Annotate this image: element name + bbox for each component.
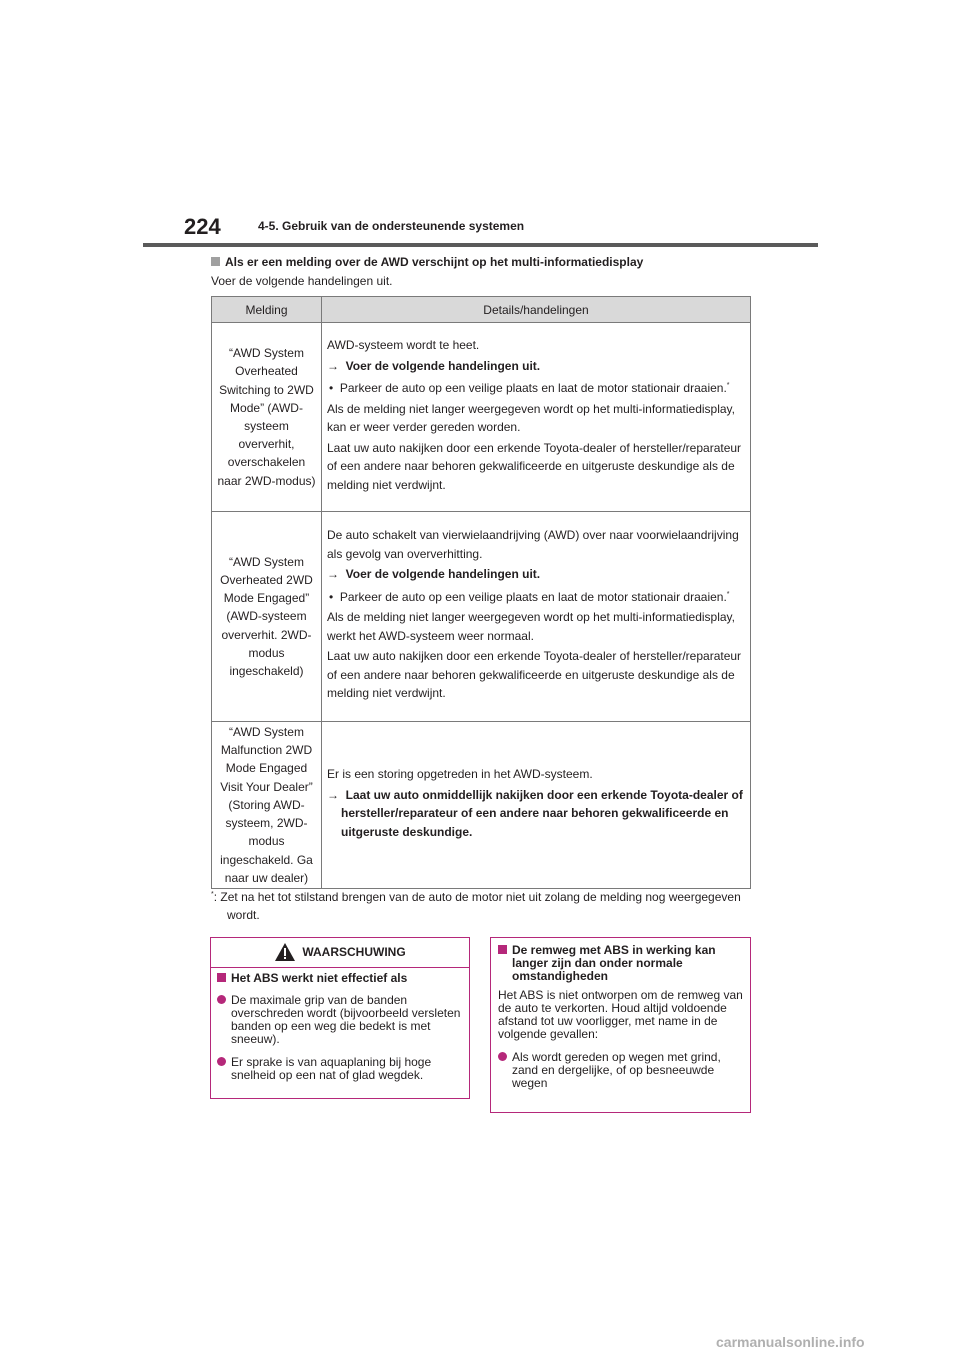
watermark: carmanualsonline.info [716,1334,865,1350]
detail-note: Laat uw auto nakijken door een erkende Toyota-dealer of hersteller/reparateur of een andere naar behoren gekwalificeerde en uitgeruste deskundige als de melding niet verdwijnt. [327,649,742,701]
info-text: Het ABS is niet ontworpen om de remweg van de auto te verkorten. Houd altijd voldoende afstand tot uw voorligger, met name in de volgende gevallen: [498,988,743,1041]
info-heading-text: De remweg met ABS in werking kan langer zijn dan onder normale omstandigheden [512,943,716,983]
col-header-details: Details/handelingen [322,297,751,323]
warning-subheading [217,972,463,985]
action-text: Laat uw auto onmiddellijk nakijken door een erkende Toyota-dealer of hersteller/reparateur of een andere naar behoren gekwalificeerde en uitgeruste deskundige. [341,787,743,839]
detail-note: Als de melding niet langer weergegeven wordt op het multi-informatiedisplay, kan er weer verder gereden worden. [327,401,735,434]
details-cell [322,722,751,889]
warning-item [217,1056,463,1082]
section-heading [211,255,643,269]
footnote-text: : Zet na het tot stilstand brengen van de auto de motor niet uit zolang de melding nog weergegeven wordt. [213,890,741,922]
section-title: 4-5. Gebruik van de ondersteunende systemen [258,219,525,233]
details-cell [322,512,751,722]
bullet-item [327,377,745,398]
footnote-marker: * [726,382,730,389]
message-cell: “AWD System Overheated 2WD Mode Engaged” (AWD-systeem oververhit. 2WD-modus ingeschakeld) [212,512,322,722]
warning-header [211,938,469,968]
action-line [327,357,745,376]
col-header-message: Melding [212,297,322,323]
table-row [212,512,751,722]
round-bullet-icon [217,995,226,1004]
footnote-marker: * [726,590,730,598]
info-box [490,937,751,1113]
warning-title: WAARSCHUWING [302,945,406,959]
intro-text: Voer de volgende handelingen uit. [211,274,393,288]
square-bullet-icon [211,257,220,266]
heading-text: Als er een melding over de AWD verschijnt op het multi-informatiedisplay [225,255,644,269]
warning-triangle-icon [274,942,296,962]
action-text: Voer de volgende handelingen uit. [345,567,541,582]
page-number: 224 [184,214,221,239]
message-table [211,296,751,889]
info-item [498,1051,743,1090]
action-text: Voer de volgende handelingen uit. [345,358,541,373]
info-heading [498,944,743,983]
round-bullet-icon [498,1052,507,1061]
round-bullet-icon [217,1057,226,1066]
bullet-dot-icon: • [329,589,340,604]
arrow-icon: → [327,358,346,373]
table-header-row [212,297,751,323]
bullet-item [327,586,745,607]
action-line [327,565,745,584]
footnote [211,886,772,924]
message-cell: “AWD System Overheated Switching to 2WD Mode” (AWD-systeem oververhit, overschakelen naar 2WD-modus) [212,323,322,512]
square-bullet-icon [217,973,226,982]
footnote-marker: * [211,891,214,898]
warning-item [217,994,463,1046]
warning-item-text: De maximale grip van de banden overschreden wordt (bijvoorbeeld versleten banden op een weg die bedekt is met sneeuw). [231,993,461,1046]
table-row [212,323,751,512]
details-cell [322,323,751,512]
arrow-icon: → [327,567,346,582]
info-item-text: Als wordt gereden op wegen met grind, zand en dergelijke, of op besneeuwde wegen [512,1050,721,1090]
bullet-text: Parkeer de auto op een veilige plaats en laat de motor stationair draaien. [339,589,727,604]
warning-subheading-text: Het ABS werkt niet effectief als [231,971,408,985]
detail-note: Als de melding niet langer weergegeven wordt op het multi-informatiedisplay, werkt het AWD-systeem weer normaal. [327,610,735,643]
warning-item-text: Er sprake is van aquaplaning bij hoge snelheid op een nat of glad wegdek. [231,1055,432,1082]
action-line [327,786,745,842]
detail-description: Er is een storing opgetreden in het AWD-systeem. [327,767,593,781]
table-row [212,722,751,889]
square-bullet-icon [498,945,507,954]
detail-description: AWD-systeem wordt te heet. [327,338,480,352]
bullet-text: Parkeer de auto op een veilige plaats en laat de motor stationair draaien. [339,381,727,395]
header-rule [143,243,818,247]
message-cell: “AWD System Malfunction 2WD Mode Engaged Visit Your Dealer” (Storing AWD-systeem, 2WD-modus ingeschakeld. Ga naar uw dealer) [212,722,322,889]
detail-description: De auto schakelt van vierwielaandrijving (AWD) over naar voorwielaandrijving als gevolg van oververhitting. [327,528,739,561]
arrow-icon: → [327,787,346,802]
warning-box [210,937,470,1099]
detail-note: Laat uw auto nakijken door een erkende Toyota-dealer of hersteller/reparateur of een andere naar behoren gekwalificeerde en uitgeruste deskundige als de melding niet verdwijnt. [327,440,742,492]
bullet-dot-icon: • [329,381,340,395]
